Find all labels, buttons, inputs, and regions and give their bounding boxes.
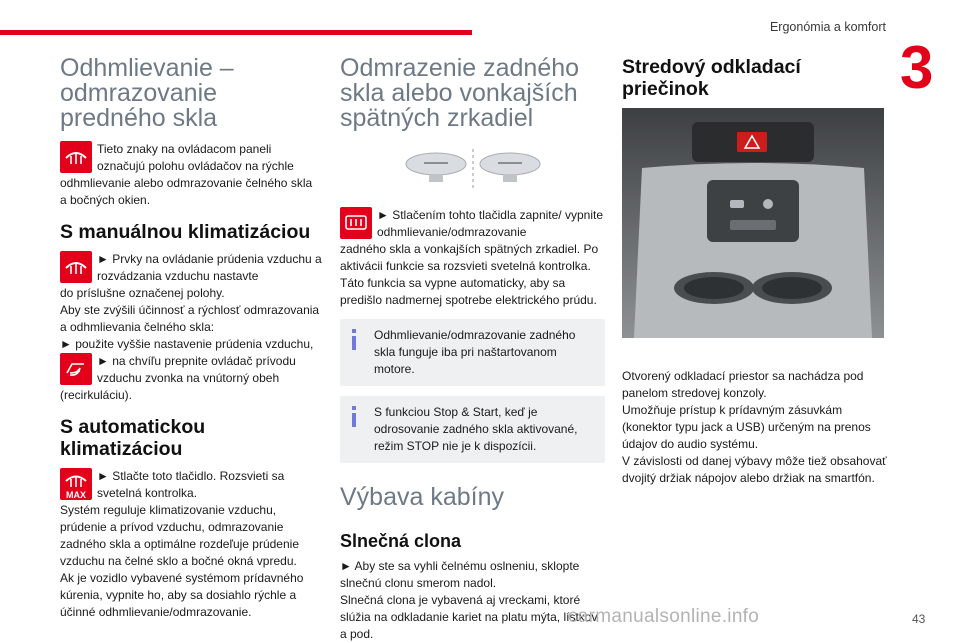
console-text-a: Otvorený odkladací priestor sa nachádza pod panelom stredovej konzoly.	[622, 369, 864, 400]
console-text-b: Umožňuje prístup k prídavným zásuvkám (konektor typu jack a USB) určeným na prenos údajov do audio systému.	[622, 403, 871, 451]
rear-text-b: zadného skla a vonkajších spätných zrkadiel. Po aktivácii funkcie sa rozsvieti svetelná kontrolka. Táto funkcia sa vypne automaticky, aby sa predišlo nadmernej spotrebe elektrického prúdu.	[340, 242, 599, 307]
console-photo	[622, 108, 884, 338]
manual-text-d: ► použite vyššie nastavenie prúdenia vzduchu,	[60, 337, 314, 351]
chapter-number: 3	[900, 34, 934, 101]
info-icon	[349, 406, 359, 428]
manual-text-e: ► na chvíľu prepnite ovládač prívodu vzduchu zvonka na vnútorný obeh	[97, 354, 296, 385]
heading-console: Stredový odkladací priečinok	[622, 56, 801, 100]
heading-auto: S automatickou klimatizáciou	[60, 416, 206, 460]
note2-text: S funkciou Stop & Start, keď je odrosovanie zadného skla aktivované, režim STOP nie je k dispozícii.	[374, 405, 578, 453]
manual-text-a: ► Prvky na ovládanie prúdenia vzduchu a rozvádzania vzduchu nastavte	[97, 252, 322, 283]
recirculation-paragraph	[60, 353, 322, 387]
note-stop-start	[340, 396, 605, 463]
header-red-bar	[0, 30, 472, 35]
visor-text-a: ► Aby ste sa vyhli čelnému oslneniu, sklopte slnečnú clonu smerom nadol.	[340, 559, 580, 590]
manual-text-b: do príslušne označenej polohy.	[60, 286, 225, 300]
auto-text-c: Ak je vozidlo vybavené systémom prídavného kúrenia, vypnite ho, aby sa dosiahlo rýchle a účinné odhmlievanie/odmrazovanie.	[60, 571, 304, 619]
front-defrost-icon	[60, 141, 92, 173]
watermark: carmanualsonline.info	[568, 606, 760, 627]
defrost-text-a: Tieto znaky na ovládacom paneli označujú polohu ovládačov na rýchle	[97, 142, 294, 173]
auto-text-a: ► Stlačte toto tlačidlo. Rozsvieti sa svetelná kontrolka.	[97, 469, 285, 500]
heading-manual: S manuálnou klimatizáciou	[60, 221, 311, 243]
rear-defrost-icon	[340, 207, 372, 239]
note1-text: Odhmlievanie/odmrazovanie zadného skla funguje iba pri naštartovanom motore.	[374, 328, 576, 376]
jack-port	[763, 199, 773, 209]
rear-defrost-paragraph	[340, 207, 605, 241]
manual-paragraph	[60, 251, 322, 285]
manual-text-f: (recirkuláciu).	[60, 388, 133, 402]
column-1	[60, 56, 322, 621]
console-text-c: V závislosti od danej výbavy môže tiež obsahovať dvojitý držiak nápojov alebo držiak na smartfón.	[622, 454, 887, 485]
mirror-illustration	[340, 145, 605, 193]
header-title: Ergonómia a komfort	[769, 20, 886, 34]
manual-text-c: Aby ste zvýšili účinnosť a rýchlosť odmrazovania a odhmlievania čelného skla:	[60, 303, 320, 334]
defrost-paragraph	[60, 141, 322, 175]
defrost-text-b: odhmlievanie alebo odmrazovanie čelného skla a bočných okien.	[60, 176, 313, 207]
heading-rear-defrost: Odmrazenie zadného skla alebo vonkajších spätných zrkadiel	[340, 54, 580, 132]
max-label: MAX	[66, 490, 86, 500]
page-number: 43	[912, 612, 926, 626]
visor-text-b: Slnečná clona je vybavená aj vreckami, ktoré slúžia na odkladanie kariet na platu mýta, lístkov a pod.	[340, 593, 598, 641]
heading-defrost: Odhmlievanie – odmrazovanie predného skla	[60, 54, 234, 132]
auto-paragraph	[60, 468, 322, 502]
heated-mirrors-icon	[398, 147, 548, 191]
info-icon	[349, 329, 359, 351]
heading-visor: Slnečná clona	[340, 531, 462, 551]
usb-port	[730, 200, 744, 208]
heading-cabin: Výbava kabíny	[340, 483, 504, 511]
max-defrost-icon	[60, 468, 92, 500]
column-3	[622, 56, 887, 487]
front-defrost-icon	[60, 251, 92, 283]
auto-text-b: Systém reguluje klimatizovanie vzduchu, prúdenie a prívod vzduchu, odmrazovanie zadného skla a optimálne rozdeľuje prúdenie vzduchu na čelné sklo a bočné okná vpredu.	[60, 503, 299, 568]
column-2	[340, 56, 605, 643]
rear-text-a: ► Stlačením tohto tlačidla zapnite/ vypnite odhmlievanie/odmrazovanie	[377, 208, 603, 239]
recirculation-icon	[60, 353, 92, 385]
note-engine-running	[340, 319, 605, 386]
